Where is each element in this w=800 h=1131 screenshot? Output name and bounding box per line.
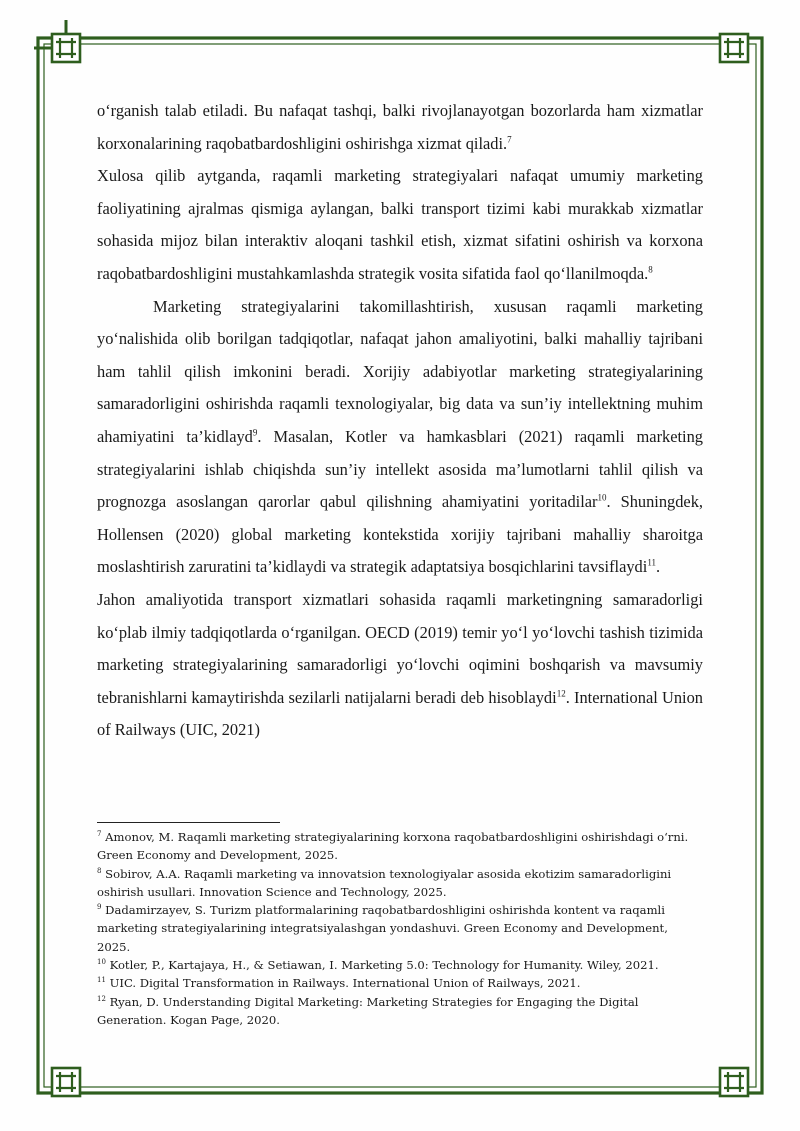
footnote-text: Dadamirzayev, S. Turizm platformalarining raqobatbardoshligini oshirishda kontent va raqamli marketing strategiyalarining integratsiyalashgan yondashuvi. Green Economy and Development, 2025.	[97, 903, 668, 954]
paragraph-3-text-d: .	[655, 557, 661, 577]
paragraph-4-text-a: Jahon amaliyotida transport xizmatlari sohasida raqamli marketingning samaradorligi koʻplab ilmiy tadqiqotlarda oʻrganilgan. OECD (2019) temir yoʻl yoʻlovchi tashish tizimida marketing strategiyalarining samaradorligi yoʻlovchi oqimini boshqarish va mavsumiy tebranishlarni kamaytirishda sezilarli natijalarni beradi deb hisoblaydi	[97, 589, 703, 707]
footnote-number: 11	[97, 976, 106, 985]
footnote-ref-11[interactable]: 11	[647, 557, 656, 568]
footnote-item	[97, 828, 703, 865]
paragraph-3	[97, 291, 703, 584]
footnote-number: 12	[97, 994, 106, 1003]
footnote-ref-10[interactable]: 10	[597, 492, 607, 503]
footnote-ref-12[interactable]: 12	[556, 688, 566, 699]
corner-ornament-bottom-left	[52, 1068, 80, 1096]
paragraph-3-text-b: . Masalan, Kotler va hamkasblari (2021) raqamli marketing strategiyalarini ishlab chiqishda sun’iy intellekt asosida ma’lumotlarni tahlil qilish va prognozga asoslangan qarorlar qabul qilishning ahamiyatini yoritadilar	[97, 426, 703, 512]
paragraph-3-text-c: . Shuningdek, Hollensen (2020) global marketing kontekstida xorijiy tajribani mahalliy sharoitga moslashtirish zaruratini ta’kidlaydi va strategik adaptatsiya bosqichlarini tavsiflaydi	[97, 492, 703, 577]
corner-ornament-top-right	[720, 34, 748, 62]
paragraph-4	[97, 584, 703, 747]
paragraph-1	[97, 95, 703, 160]
paragraph-4-text-b: . International Union of Railways (UIC, 2021)	[97, 687, 703, 740]
corner-ornament-bottom-right	[720, 1068, 748, 1096]
footnote-text: Ryan, D. Understanding Digital Marketing: Marketing Strategies for Engaging the Digital Generation. Kogan Page, 2020.	[97, 994, 639, 1027]
footnote-item	[97, 956, 703, 974]
footnote-number: 8	[97, 866, 102, 875]
paragraph-3-text-a: Marketing strategiyalarini takomillashtirish, xususan raqamli marketing yoʻnalishida olib borilgan tadqiqotlar, nafaqat jahon amaliyotini, balki mahalliy tajribani ham tahlil qilish imkonini beradi. Xorijiy adabiyotlar marketing strategiyalarining samaradorligini oshirishda raqamli texnologiyalar, big data va sun’iy intellektning muhim ahamiyatini ta’kidlayd	[97, 296, 703, 446]
body-text	[97, 95, 703, 747]
footnote-text: Sobirov, A.A. Raqamli marketing va innovatsion texnologiyalar asosida ekotizim samaradorligini oshirish usullari. Innovation Science and Technology, 2025.	[97, 866, 672, 899]
footnote-number: 9	[97, 903, 102, 912]
footnote-number: 10	[97, 958, 106, 967]
footnote-item	[97, 901, 703, 956]
footnote-item	[97, 993, 703, 1030]
footnote-ref-9[interactable]: 9	[252, 427, 258, 438]
footnote-ref-7[interactable]: 7	[507, 134, 512, 145]
corner-ornament-top-left	[34, 20, 80, 62]
footnotes	[97, 828, 703, 1029]
footnote-text: Amonov, M. Raqamli marketing strategiyalarining korxona raqobatbardoshligini oshirishdagi oʻrni. Green Economy and Development, 2025.	[97, 830, 689, 863]
footnote-item	[97, 865, 703, 902]
paragraph-2	[97, 160, 703, 290]
footnote-text: Kotler, P., Kartajaya, H., & Setiawan, I. Marketing 5.0: Technology for Humanity. Wiley, 2021.	[105, 958, 659, 973]
footnote-ref-8[interactable]: 8	[648, 264, 653, 275]
paragraph-2-text: Xulosa qilib aytganda, raqamli marketing strategiyalari nafaqat umumiy marketing faoliyatining ajralmas qismiga aylangan, balki transport tizimi kabi murakkab xizmatlar sohasida mijoz bilan interaktiv aloqani tashkil etish, xizmat sifatini oshirish va korxona raqobatbardoshligini mustahkamlashda strategik vosita sifatida faol qoʻllanilmoqda.	[97, 166, 703, 283]
footnote-text: UIC. Digital Transformation in Railways. International Union of Railways, 2021.	[105, 976, 581, 991]
footnote-number: 7	[97, 830, 102, 839]
paragraph-1-text: oʻrganish talab etiladi. Bu nafaqat tashqi, balki rivojlanayotgan bozorlarda ham xizmatlar korxonalarining raqobatbardoshligini oshirishga xizmat qiladi.	[97, 101, 703, 153]
footnote-separator	[97, 822, 280, 823]
footnote-item	[97, 974, 703, 992]
